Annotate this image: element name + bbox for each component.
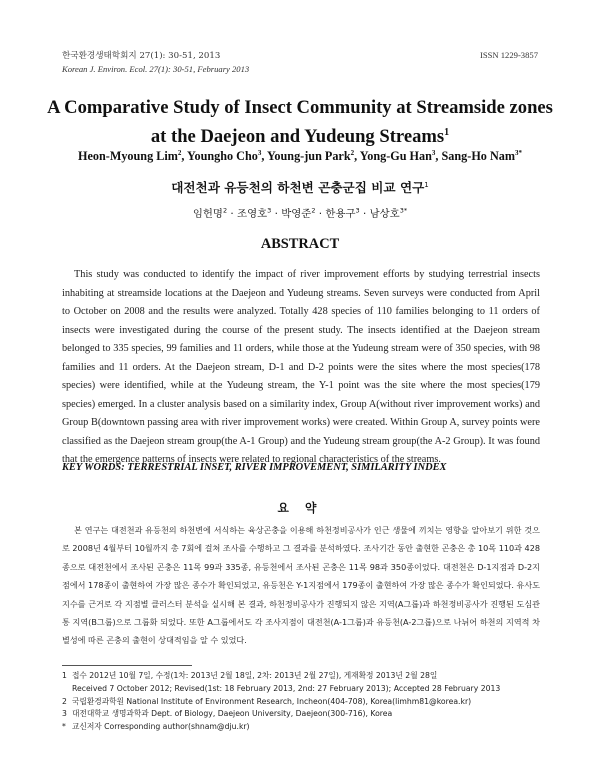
author [267,149,360,163]
footnote [62,721,540,734]
korean-author [370,208,408,220]
korean-author [193,208,237,220]
author [360,149,442,163]
abstract-text: This study was conducted to identify the impact of river improvement efforts by studying terrestrial insects inhabiting at streamside locations at the Daejeon and Yudeung streams. Seven surveys were conducted from April to October on 2008 and the results were analyzed. Totally 428 species of 110 families belonging to 11 orders of insects were investigated during the course of the present study. The insects identified at the Daejeon stream belonged to 335 species, 99 families and 11 orders, while those at the Yudeung stream were of 350 species, with 98 families and 11 orders. At the Daejeon stream, D-1 and D-2 points were the sites where the most species(178 species) were identified, while at the Yudeung stream, the Y-1 point was the site where the most species(179 species) emerged. In a cluster analysis based on a similarity index, Group A(without river improvement works) and Group B(downtown passing area with river improvement works) were created. Within Group A, survey points were classified as the Daejeon stream group(the A-1 Group) and the Yudeung stream group(the A-2 Group). It was found that the emergence patterns of insects were related to regional characteristics of the streams. [62,269,540,465]
korean-author-separator: · [359,208,370,220]
footnote-divider [62,665,192,666]
korean-title-text: 대전천과 유등천의 하천변 곤충군집 비교 연구 [171,180,425,195]
author-name: Yong-Gu Han [359,149,432,164]
journal-name-english: Korean J. Environ. Ecol. 27(1): 30-51, February 2013 [62,64,250,74]
author-affiliation-mark: 2 [177,149,182,157]
footnote [62,696,540,709]
author-affiliation-mark: 3* [515,149,522,157]
korean-author-name: 남상호 [369,208,400,220]
author-affiliation-mark: 3 [257,149,262,157]
korean-author-affiliation-mark: 3* [399,206,408,215]
korean-author-list [20,205,580,220]
footnote-text: Received 7 October 2012; Revised(1st: 18 February 2013, 2nd: 27 February 2013); Accepted 28 February 2013 [72,683,501,693]
author-separator: , [435,149,442,164]
footnote-mark: 3 [62,709,67,719]
korean-summary-text: 본 연구는 대전천과 유등천의 하천변에 서식하는 육상곤충을 이용해 하천정비공사가 인근 생물에 끼치는 영향을 알아보기 위한 것으로 2008년 4월부터 10월까지 총 7회에 걸쳐 조사를 수행하고 그 결과를 분석하였다. 조사기간 동안 출현한 곤충은 총 10목 110과 428종으로 대전천에서 조사된 곤충은 11목 99과 335종, 유등천에서 조사된 곤충은 11목 98과 350종이었다. 대전천은 D-1지점과 D-2지점에서 178종이 출현하여 가장 많은 종수가 확인되었고, 유등천은 Y-1지점에서 179종이 출현하여 가장 많은 종수가 확인되었다. 유사도 지수를 근거로 각 지점별 클러스터 분석을 실시해 본 결과, 하천정비공사가 진행되지 않은 지역(A그룹)과 하천정비공사가 진행된 도심관통 지역(B그룹)으로 그룹화 되었다. 또한 A그룹에서도 각 조사지점이 대전천(A-1그룹)과 유등천(A-2그룹)으로 나뉘어 하천의 지역적 차별성에 따른 곤충의 출현이 상대적임을 알 수 있었다. [62,525,540,646]
footnote-text: 접수 2012년 10월 7일, 수정(1차: 2013년 2월 18일, 2차: 2013년 2월 27일), 게재확정 2013년 2월 28일 [72,671,438,680]
korean-author [325,208,369,220]
title-line-2-text: at the Daejeon and Yudeung Streams [150,126,445,148]
author-affiliation-mark: 3 [431,149,436,157]
author-affiliation-mark: 2 [350,149,355,157]
author [442,149,522,163]
korean-summary-heading: 요 약 [277,501,323,515]
footnote [62,708,540,721]
footnote-text: 교신저자 Corresponding author(shnam@dju.kr) [72,722,250,732]
journal-header [62,50,249,76]
footnote-mark: * [62,722,66,732]
korean-author-affiliation-mark: 3 [355,206,360,215]
author-name: Youngho Cho [187,149,258,164]
korean-author-name: 조영호 [237,208,268,220]
korean-author [281,208,325,220]
korean-title [20,177,580,196]
korean-author-separator: · [315,208,326,220]
title-line-1: A Comparative Study of Insect Community at Streamside zones [47,97,553,118]
korean-author-separator: · [271,208,282,220]
author-name: Sang-Ho Nam [441,149,515,164]
footnote-text: 대전대학교 생명과학과 Dept. of Biology, Daejeon University, Daejeon(300-716), Korea [72,709,393,719]
korean-author-separator: · [227,208,238,220]
author-name: Young-jun Park [266,149,351,164]
abstract-heading: ABSTRACT [260,236,340,252]
issn: ISSN 1229-3857 [479,50,538,60]
korean-author-affiliation-mark: 2 [311,206,316,215]
author [78,149,187,163]
footnotes [62,670,540,734]
footnote-mark: 1 [62,671,67,680]
author-separator: , [354,149,360,164]
author-list [20,149,580,164]
journal-name-korean: 한국환경생태학회지 27(1): 30-51, 2013 [62,51,221,61]
footnote [62,670,540,683]
author [187,149,267,163]
korean-author-name: 박영준 [281,208,312,220]
title-line-2 [40,120,560,149]
footnote [62,683,540,696]
korean-author-affiliation-mark: 3 [267,206,272,215]
korean-author-name: 한용구 [325,208,356,220]
korean-author [237,208,281,220]
author-separator: , [181,149,188,164]
footnote-mark: 2 [62,696,67,706]
keywords: KEY WORDS: TERRESTRIAL INSET, RIVER IMPROVEMENT, SIMILARITY INDEX [62,462,447,473]
author-separator: , [261,149,267,164]
korean-title-footnote-mark: 1 [424,180,429,189]
author-name: Heon-Myoung Lim [78,149,178,164]
korean-author-affiliation-mark: 2 [222,206,228,215]
paper-title [40,95,560,149]
title-footnote-mark: 1 [444,127,450,138]
korean-author-name: 임헌명 [192,208,223,220]
footnote-text: 국립환경과학원 National Institute of Environment Research, Incheon(404-708), Korea(limhm81@korea.kr) [72,696,472,706]
